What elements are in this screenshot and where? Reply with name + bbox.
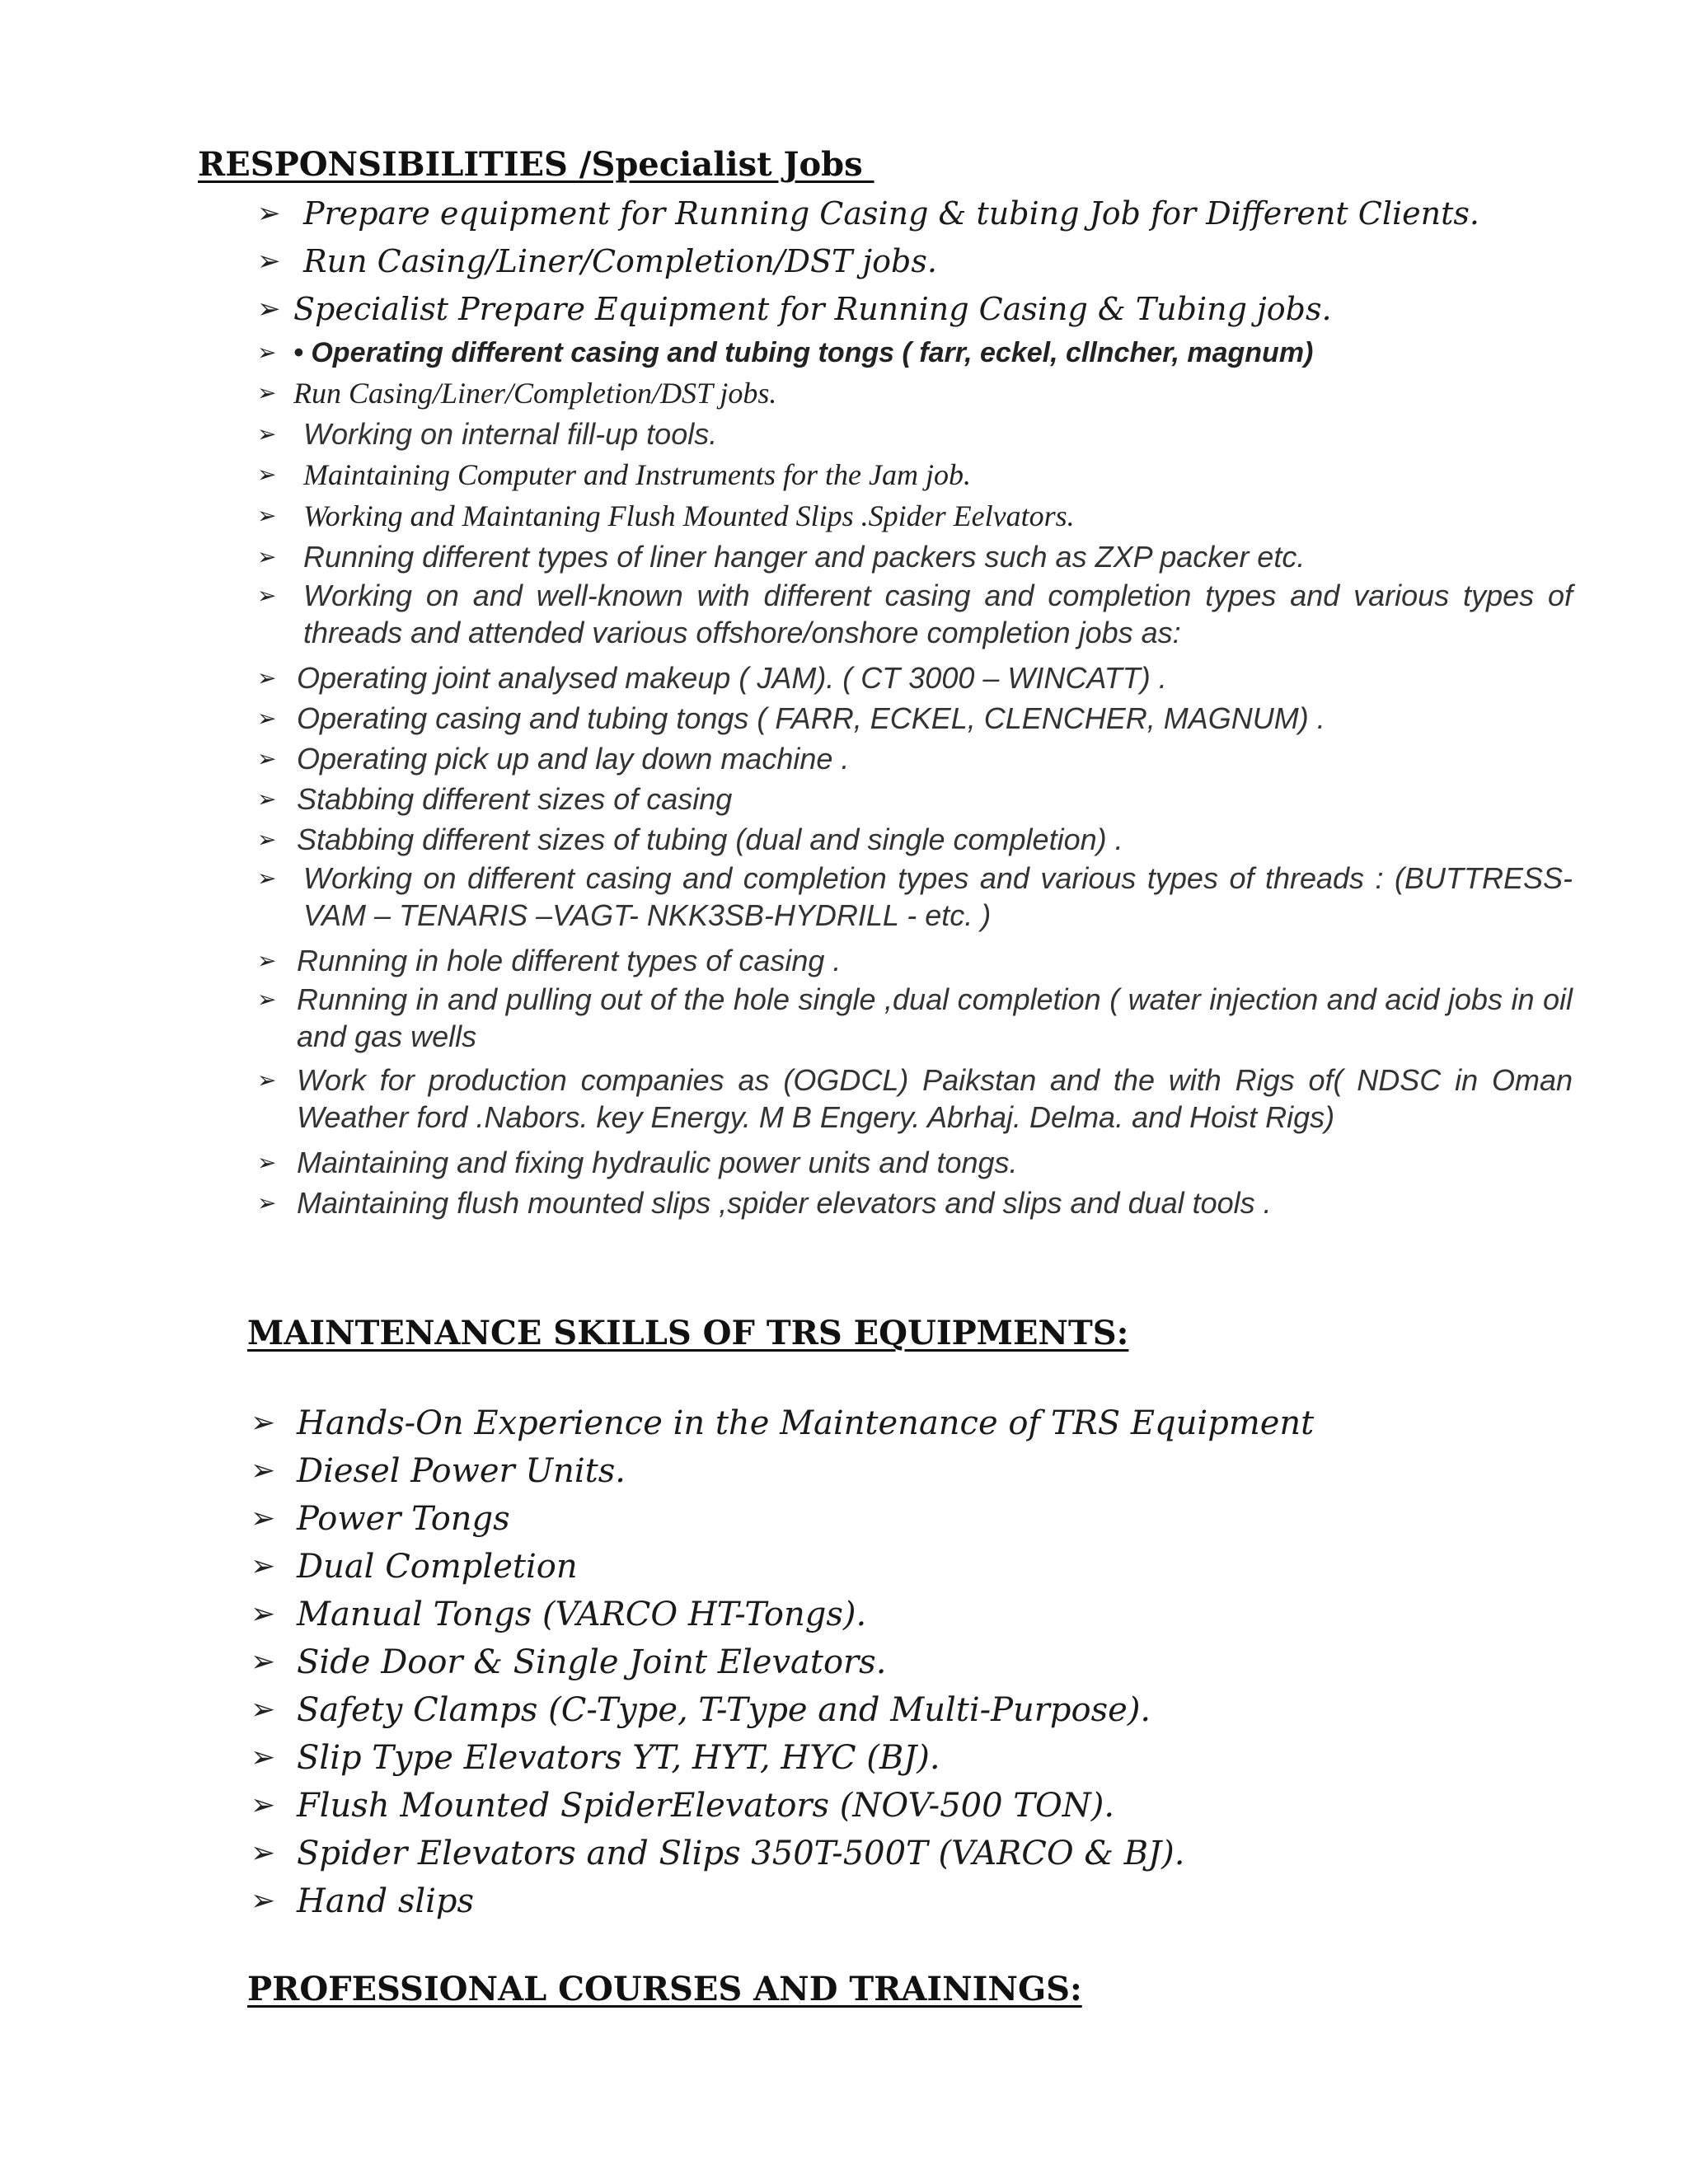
list-item-text: Working on different casing and completion types and various types of threads : (BUTTRESS- VAM – TENARIS –VAGT- NKK3SB-HYDRILL - etc. ) [303,861,1573,932]
list-item-text: Stabbing different sizes of tubing (dual and single completion) . [297,823,1123,856]
arrowhead-bullet-icon: ➢ [251,1788,276,1822]
arrowhead-bullet-icon: ➢ [257,339,277,366]
list-item-text: Slip Type Elevators YT, HYT, HYC (BJ). [297,1739,940,1777]
list-item-text: Safety Clamps (C-Type, T-Type and Multi-Purpose). [297,1691,1151,1729]
list-item [247,1686,1566,1734]
list-item-text: Dual Completion [297,1548,578,1586]
list-item-text: Running in hole different types of casing . [297,944,842,977]
arrowhead-bullet-icon: ➢ [257,582,277,609]
arrowhead-bullet-icon: ➢ [257,986,277,1013]
list-item-text: Hand slips [297,1882,475,1920]
arrowhead-bullet-icon: ➢ [257,197,281,230]
list-item [254,237,1573,285]
arrowhead-bullet-icon: ➢ [257,1189,277,1216]
professional-courses-heading: PROFESSIONAL COURSES AND TRAININGS: [247,1970,1082,2008]
list-item-text: Diesel Power Units. [297,1452,626,1490]
list-item [254,981,1573,1062]
list-item-text: Spider Elevators and Slips 350T-500T (VARCO & BJ). [297,1835,1185,1872]
responsibilities-heading: RESPONSIBILITIES /Specialist Jobs [198,145,874,184]
list-item [254,1183,1573,1223]
list-item [247,1543,1566,1591]
list-item-text: Maintaining flush mounted slips ,spider elevators and slips and dual tools . [297,1186,1272,1220]
arrowhead-bullet-icon: ➢ [257,826,277,853]
list-item-text: Running in and pulling out of the hole single ,dual completion ( water injection and acid jobs in oil and gas wells [297,982,1573,1053]
list-item-text: Operating pick up and lay down machine . [297,742,850,776]
list-item [247,1495,1566,1543]
list-item-text: Working on internal fill-up tools. [303,417,718,451]
arrowhead-bullet-icon: ➢ [257,379,277,406]
arrowhead-bullet-icon: ➢ [257,543,277,570]
arrowhead-bullet-icon: ➢ [257,420,277,448]
arrowhead-bullet-icon: ➢ [251,1406,276,1440]
list-item [254,373,1573,414]
list-item [254,1142,1573,1183]
list-item-text: Working on and well-known with different casing and completion types and various types of threads and attended various offshore/onshore completion jobs as: [303,579,1573,649]
list-item-text: Operating casing and tubing tongs ( FARR, ECKEL, CLENCHER, MAGNUM) . [297,701,1325,735]
arrowhead-bullet-icon: ➢ [251,1741,276,1774]
list-item [254,414,1573,454]
maintenance-skills-heading: MAINTENANCE SKILLS OF TRS EQUIPMENTS: [247,1314,1129,1352]
arrowhead-bullet-icon: ➢ [257,1066,277,1094]
list-item [254,577,1573,658]
list-item [254,495,1573,537]
list-item [247,1591,1566,1638]
list-item-text: Working and Maintaning Flush Mounted Slips .Spider Eelvators. [303,499,1075,532]
list-item [254,333,1573,373]
list-item [254,190,1573,237]
list-item [254,454,1573,495]
list-item-text: Specialist Prepare Equipment for Running Casing & Tubing jobs. [293,291,1332,327]
list-item [254,819,1573,860]
list-item [254,658,1573,698]
list-item-text: Side Door & Single Joint Elevators. [297,1643,887,1681]
arrowhead-bullet-icon: ➢ [257,1149,277,1176]
arrowhead-bullet-icon: ➢ [251,1597,276,1631]
arrowhead-bullet-icon: ➢ [257,785,277,813]
arrowhead-bullet-icon: ➢ [251,1645,276,1679]
arrowhead-bullet-icon: ➢ [257,461,277,488]
list-item-text: Running different types of liner hanger and packers such as ZXP packer etc. [303,540,1306,574]
arrowhead-bullet-icon: ➢ [251,1549,276,1583]
list-item-text: Manual Tongs (VARCO HT-Tongs). [297,1596,867,1633]
arrowhead-bullet-icon: ➢ [257,745,277,772]
list-item [247,1782,1566,1830]
list-item-text: Run Casing/Liner/Completion/DST jobs. [303,243,937,279]
list-item [254,537,1573,577]
list-item-text: Work for production companies as (OGDCL) Paikstan and the with Rigs of( NDSC in Oman Weather ford .Nabors. key Energy. M B Engery. Abrhaj. Delma. and Hoist Rigs) [297,1063,1573,1134]
list-item-text: Hands-On Experience in the Maintenance of TRS Equipment [297,1404,1315,1442]
arrowhead-bullet-icon: ➢ [251,1836,276,1870]
arrowhead-bullet-icon: ➢ [257,664,277,691]
arrowhead-bullet-icon: ➢ [257,947,277,974]
arrowhead-bullet-icon: ➢ [251,1884,276,1918]
list-item [254,940,1573,981]
list-item-text: Flush Mounted SpiderElevators (NOV-500 TON). [297,1787,1115,1825]
arrowhead-bullet-icon: ➢ [257,865,277,892]
list-item [247,1734,1566,1782]
arrowhead-bullet-icon: ➢ [251,1693,276,1727]
arrowhead-bullet-icon: ➢ [257,705,277,732]
list-item [247,1638,1566,1686]
arrowhead-bullet-icon: ➢ [251,1454,276,1488]
list-item-text: Maintaining Computer and Instruments for the Jam job. [303,458,971,491]
arrowhead-bullet-icon: ➢ [257,293,281,326]
list-item [254,285,1573,333]
list-item [254,1062,1573,1142]
responsibilities-list [254,190,1573,1223]
list-item [247,1399,1566,1447]
list-item-text: Run Casing/Liner/Completion/DST jobs. [293,377,777,410]
list-item-text: Maintaining and fixing hydraulic power units and tongs. [297,1146,1018,1179]
list-item-text: • Operating different casing and tubing tongs ( farr, eckel, cllncher, magnum) [293,337,1314,368]
arrowhead-bullet-icon: ➢ [257,245,281,278]
list-item [254,779,1573,819]
list-item [247,1830,1566,1877]
list-item-text: Prepare equipment for Running Casing & tubing Job for Different Clients. [303,195,1479,232]
list-item [254,860,1573,940]
list-item [247,1447,1566,1495]
list-item-text: Operating joint analysed makeup ( JAM). ( CT 3000 – WINCATT) . [297,661,1167,695]
maintenance-skills-list [247,1399,1566,1925]
list-item-text: Stabbing different sizes of casing [297,782,733,816]
list-item [247,1877,1566,1925]
arrowhead-bullet-icon: ➢ [257,502,277,529]
list-item-text: Power Tongs [297,1500,510,1538]
list-item [254,698,1573,738]
arrowhead-bullet-icon: ➢ [251,1502,276,1535]
list-item [254,738,1573,779]
